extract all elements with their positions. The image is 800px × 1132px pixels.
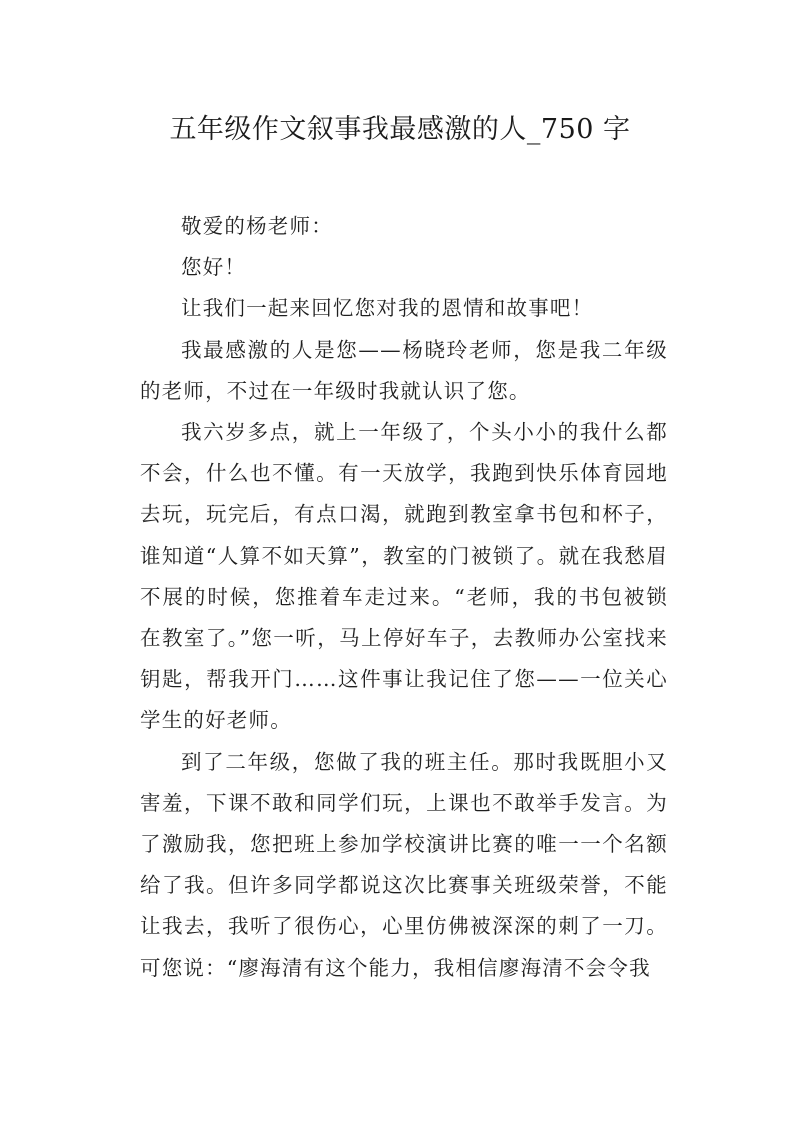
body-paragraph: 我最感激的人是您——杨晓玲老师，您是我二年级的老师，不过在一年级时我就认识了您。	[140, 337, 668, 403]
document-title: 五年级作文叙事我最感激的人_750 字	[169, 114, 631, 145]
intro-paragraph: 让我们一起来回忆您对我的恩情和故事吧！	[181, 296, 594, 321]
salutation-paragraph: 敬爱的杨老师：	[181, 214, 333, 238]
body-paragraph: 我六岁多点，就上一年级了，个头小小的我什么都不会，什么也不懂。有一天放学，我跑到快乐体育园地去玩，玩完后，有点口渴，就跑到教室拿书包和杯子，谁知道“人算不如天算”，教室的门被锁了。就在我愁眉不展的时候，您推着车走过来。“老师，我的书包被锁在教室了。”您一听，马上停好车子，去教师办公室找来钥匙，帮我开门……这件事让我记住了您——一位关心学生的好老师。	[140, 420, 668, 733]
body-paragraph: 到了二年级，您做了我的班主任。那时我既胆小又害羞，下课不敢和同学们玩，上课也不敢举手发言。为了激励我，您把班上参加学校演讲比赛的唯一一个名额给了我。但许多同学都说这次比赛事关班级荣誉，不能让我去，我听了很伤心，心里仿佛被深深的刺了一刀。可您说：“廖海清有这个能力，我相信廖海清不会令我	[140, 749, 668, 980]
greeting-paragraph: 您好！	[181, 255, 247, 280]
document-body	[140, 206, 668, 989]
